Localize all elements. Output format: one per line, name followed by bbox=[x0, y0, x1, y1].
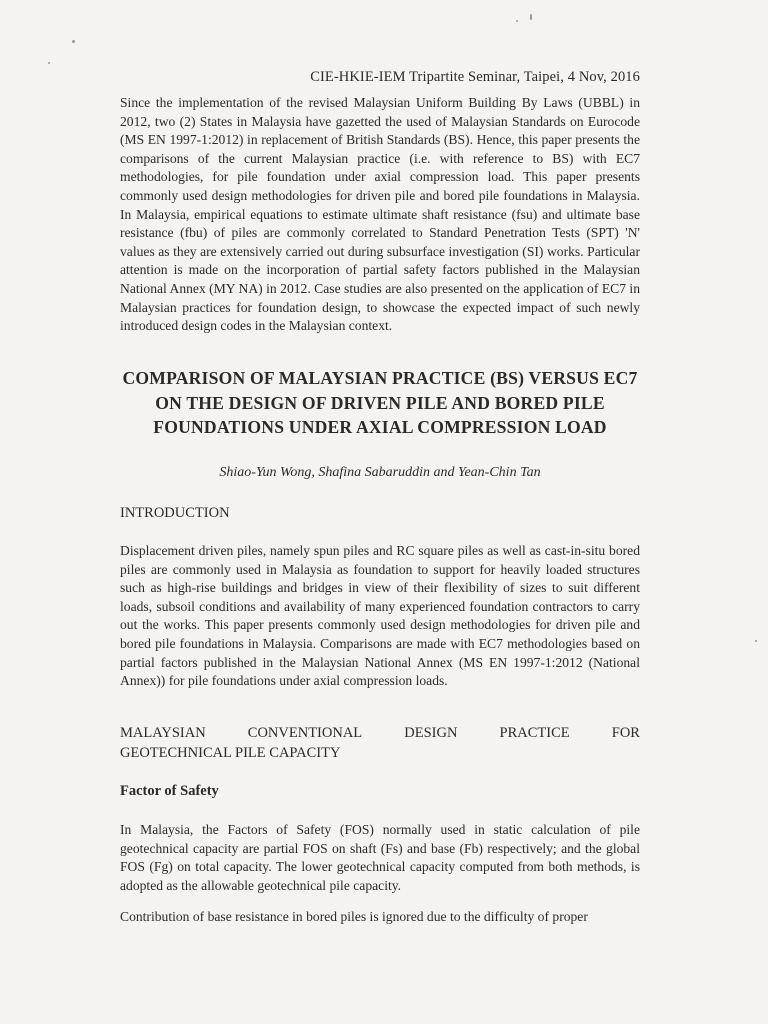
heading-word: MALAYSIAN bbox=[120, 725, 206, 741]
introduction-paragraph: Displacement driven piles, namely spun piles and RC square piles as well as cast-in-situ bored piles are commonly used in Malaysia as foundation to support for heavily loaded structures such as high-rise buildings and bridges in view of their flexibility of sizes to suit different loads, subsoil conditions and availability of many experienced foundation contractors to carry out the works. This paper presents commonly used design methodologies for driven pile and bored pile foundations in Malaysia. Comparisons are made with EC7 methodologies based on partial factors published in the Malaysian National Annex (MS EN 1997-1:2012 (National Annex)) for pile foundations under axial compression loads. bbox=[120, 543, 640, 689]
scan-speck bbox=[755, 640, 757, 642]
heading-line-1 bbox=[120, 723, 640, 743]
scan-speck bbox=[48, 62, 50, 64]
author-list: Shiao-Yun Wong, Shafina Sabaruddin and Yean-Chin Tan bbox=[219, 465, 541, 480]
heading-word: PRACTICE bbox=[499, 725, 570, 741]
subsection-heading-factor-of-safety: Factor of Safety bbox=[120, 783, 219, 799]
paper-title: COMPARISON OF MALAYSIAN PRACTICE (BS) VERSUS EC7 ON THE DESIGN OF DRIVEN PILE AND BORED PILE FOUNDATIONS UNDER AXIAL COMPRESSION LOAD bbox=[122, 368, 638, 437]
heading-word: CONVENTIONAL bbox=[247, 725, 363, 741]
scan-speck bbox=[530, 14, 532, 20]
factor-of-safety-paragraph: In Malaysia, the Factors of Safety (FOS) normally used in static calculation of pile geotechnical capacity are partial FOS on shaft (Fs) and base (Fb) respectively; and the global FOS (Fg) on total capacity. The lower geotechnical capacity computed from both methods, is adopted as the allowable geotechnical pile capacity. bbox=[120, 822, 640, 893]
scan-speck bbox=[516, 20, 518, 22]
running-header: CIE-HKIE-IEM Tripartite Seminar, Taipei, 4 Nov, 2016 bbox=[310, 69, 640, 85]
scan-speck bbox=[72, 40, 75, 43]
abstract-paragraph: Since the implementation of the revised Malaysian Uniform Building By Laws (UBBL) in 2012, two (2) States in Malaysia have gazetted the used of Malaysian Standards on Eurocode (MS EN 1997-1:2012) in replacement of British Standards (BS). Hence, this paper presents the comparisons of the current Malaysian practice (i.e. with reference to BS) with EC7 methodologies, for pile foundation under axial compression load. This paper presents commonly used design methodologies for driven pile and bored pile foundations in Malaysia. In Malaysia, empirical equations to estimate ultimate shaft resistance (fsu) and ultimate base resistance (fbu) of piles are commonly correlated to Standard Penetration Tests (SPT) 'N' values as they are extensively carried out during subsurface investigation (SI) works. Particular attention is made on the incorporation of partial safety factors published in the Malaysian National Annex (MY NA) in 2012. Case studies are also presented on the application of EC7 in Malaysian practices for foundation design, to showcase the expected impact of such newly introduced design codes in the Malaysian context. bbox=[120, 95, 640, 334]
heading-line-2: GEOTECHNICAL PILE CAPACITY bbox=[120, 745, 341, 761]
base-resistance-paragraph: Contribution of base resistance in bored piles is ignored due to the difficulty of proper bbox=[120, 909, 588, 924]
section-heading-conventional-design bbox=[120, 723, 640, 763]
heading-word: DESIGN bbox=[404, 725, 458, 741]
heading-word: FOR bbox=[611, 725, 640, 741]
section-heading-introduction: INTRODUCTION bbox=[120, 505, 230, 521]
